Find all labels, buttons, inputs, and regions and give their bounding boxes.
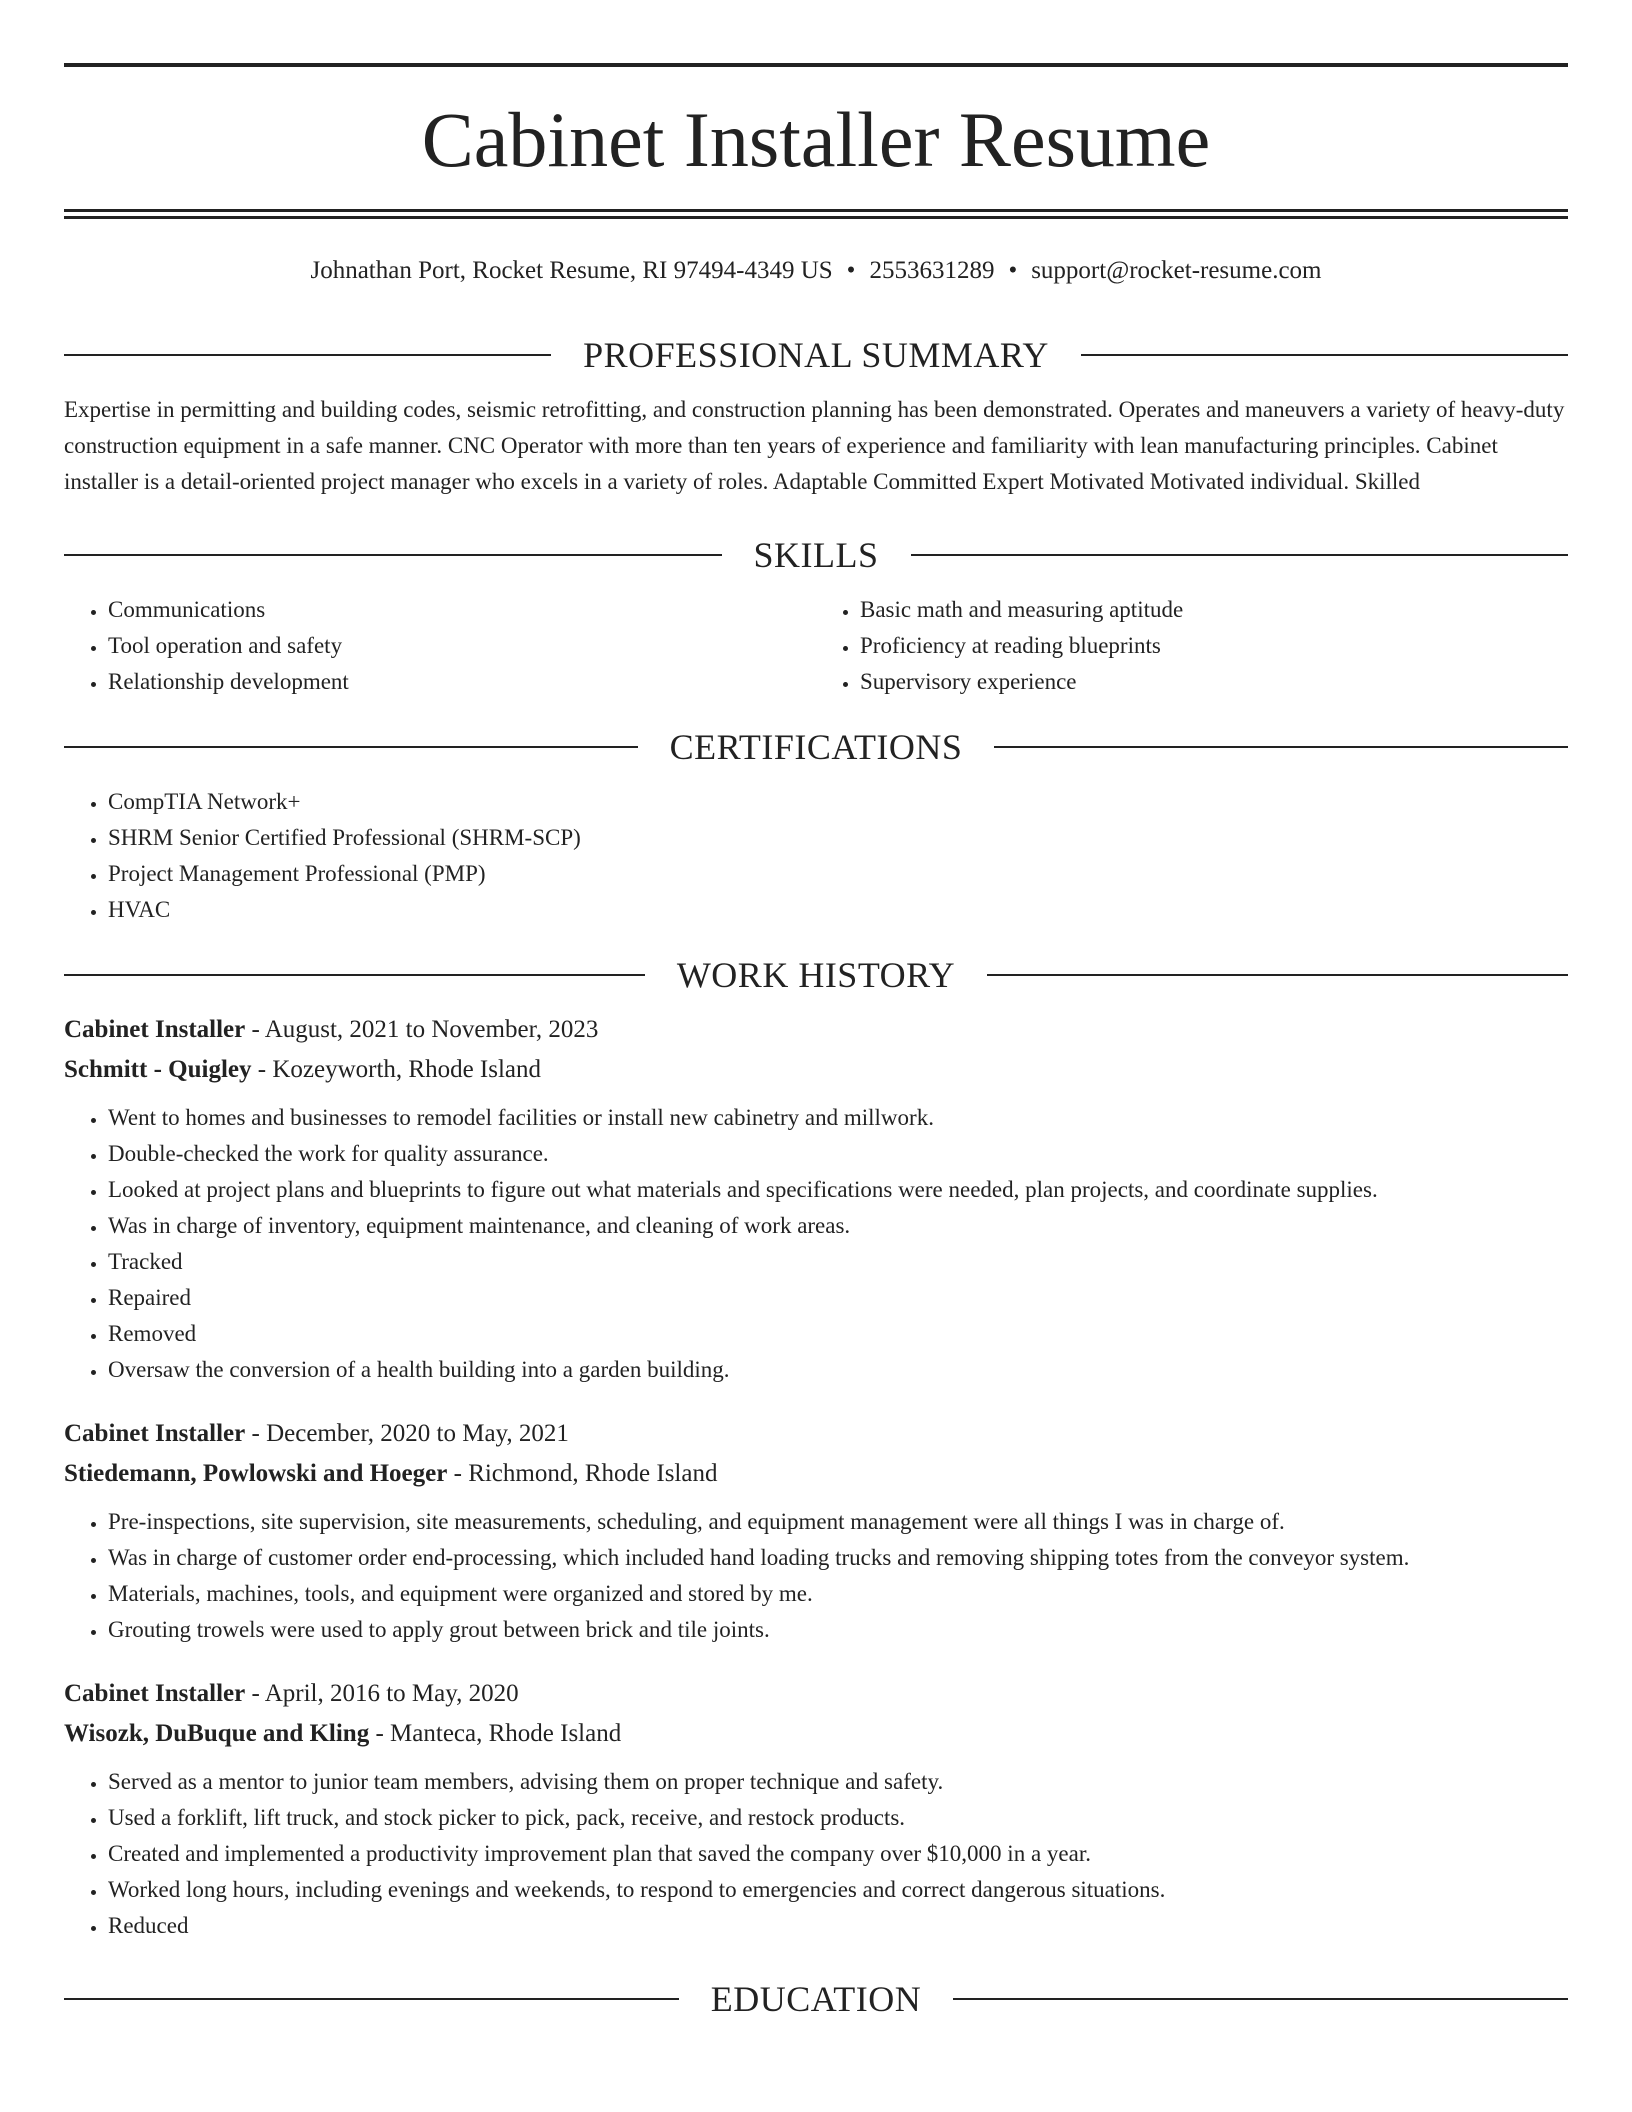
skills-list [64,592,1568,700]
skill-item: • Relationship development [108,664,816,700]
heading-rule [953,1998,1568,2000]
education-heading-label: EDUCATION [710,1979,922,2019]
summary-heading [64,330,1568,380]
job-bullet: • Repaired [108,1280,1568,1316]
job-dates: December, 2020 to May, 2021 [266,1420,569,1447]
job-bullet: • Served as a mentor to junior team members, advising them on proper technique and safety. [108,1764,1568,1800]
certifications-heading-label: CERTIFICATIONS [669,727,963,767]
job-bullets [64,1764,1568,1944]
job-dash: - [447,1460,469,1487]
resume-content [64,330,1568,2024]
contact-separator: • [1008,257,1018,284]
job-dash: - [245,1016,265,1043]
job-bullet: • Used a forklift, lift truck, and stock picker to pick, pack, receive, and restock products. [108,1800,1568,1836]
summary-heading-label: PROFESSIONAL SUMMARY [583,335,1049,375]
job-bullet: • Went to homes and businesses to remodel facilities or install new cabinetry and millwork. [108,1100,1568,1136]
contact-separator: • [846,257,856,284]
job-entry [64,1010,1568,1388]
job-dates: August, 2021 to November, 2023 [264,1016,599,1043]
job-company: Stiedemann, Powlowski and Hoeger [64,1460,448,1487]
heading-rule [64,554,722,556]
skills-heading-label: SKILLS [753,535,879,575]
job-title-line [64,1674,1568,1714]
job-bullet: • Created and implemented a productivity improvement plan that saved the company over $10,000 in a year. [108,1836,1568,1872]
job-title-line [64,1414,1568,1454]
job-dash: - [369,1720,391,1747]
job-bullet: • Tracked [108,1244,1568,1280]
job-title: Cabinet Installer [64,1420,246,1447]
skill-item: • Communications [108,592,816,628]
certifications-heading [64,722,1568,772]
job-company: Wisozk, DuBuque and Kling [64,1720,370,1747]
job-location: Richmond, Rhode Island [468,1460,718,1487]
job-bullets [64,1100,1568,1388]
job-dash: - [245,1680,265,1707]
heading-rule [64,974,645,976]
job-bullet: • Was in charge of inventory, equipment maintenance, and cleaning of work areas. [108,1208,1568,1244]
job-entry [64,1674,1568,1944]
certifications-list [64,784,1568,928]
heading-rule [64,746,638,748]
job-bullet: • Oversaw the conversion of a health building into a garden building. [108,1352,1568,1388]
job-dash: - [251,1056,273,1083]
contact-address: Johnathan Port, Rocket Resume, RI 97494-4349 US [310,257,833,284]
job-bullet: • Reduced [108,1908,1568,1944]
job-title-line [64,1010,1568,1050]
job-company-line [64,1050,1568,1090]
job-bullet: • Was in charge of customer order end-processing, which included hand loading trucks and removing shipping totes from the conveyor system. [108,1540,1568,1576]
header-bottom-rule-2 [64,216,1568,219]
skills-column-left [64,592,816,700]
job-bullet: • Grouting trowels were used to apply grout between brick and tile joints. [108,1612,1568,1648]
skills-heading [64,530,1568,580]
page-title: Cabinet Installer Resume [421,96,1211,183]
job-bullet: • Removed [108,1316,1568,1352]
heading-rule [1081,354,1568,356]
job-bullet: • Double-checked the work for quality assurance. [108,1136,1568,1172]
work-history-heading [64,950,1568,1000]
job-company-line [64,1714,1568,1754]
heading-rule [64,354,551,356]
job-dates: April, 2016 to May, 2020 [264,1680,519,1707]
job-location: Kozeyworth, Rhode Island [272,1056,542,1083]
job-title: Cabinet Installer [64,1016,246,1043]
heading-rule [994,746,1568,748]
job-company: Schmitt - Quigley [64,1056,252,1083]
job-bullet: • Looked at project plans and blueprints to figure out what materials and specifications were needed, plan projects, and coordinate supplies. [108,1172,1568,1208]
contact-line [64,253,1568,289]
summary-text: Expertise in permitting and building codes, seismic retrofitting, and construction planning has been demonstrated. Operates and maneuvers a variety of heavy-duty construction equipment in a safe manner. CNC Operator with more than ten years of experience and familiarity with lean manufacturing principles. Cabinet installer is a detail-oriented project manager who excels in a variety of roles. Adaptable Committed Expert Motivated Motivated individual. Skilled [64,397,1565,494]
certification-item: • SHRM Senior Certified Professional (SHRM-SCP) [108,820,1568,856]
certification-item: • Project Management Professional (PMP) [108,856,1568,892]
header-top-rule [64,63,1568,67]
job-bullet: • Materials, machines, tools, and equipment were organized and stored by me. [108,1576,1568,1612]
skill-item: • Tool operation and safety [108,628,816,664]
job-bullets [64,1504,1568,1648]
job-bullet: • Pre-inspections, site supervision, site measurements, scheduling, and equipment management were all things I was in charge of. [108,1504,1568,1540]
certification-item: • HVAC [108,892,1568,928]
job-dash: - [245,1420,267,1447]
job-company-line [64,1454,1568,1494]
skill-item: • Supervisory experience [860,664,1568,700]
contact-email: support@rocket-resume.com [1031,257,1322,284]
skills-column-right [816,592,1568,700]
certification-item: • CompTIA Network+ [108,784,1568,820]
skill-item: • Basic math and measuring aptitude [860,592,1568,628]
heading-rule [64,1998,679,2000]
job-entry [64,1414,1568,1648]
heading-rule [911,554,1569,556]
education-heading [64,1974,1568,2024]
skill-item: • Proficiency at reading blueprints [860,628,1568,664]
header-bottom-rule [64,209,1568,212]
heading-rule [987,974,1568,976]
job-title: Cabinet Installer [64,1680,246,1707]
job-location: Manteca, Rhode Island [390,1720,622,1747]
work-history-heading-label: WORK HISTORY [676,955,956,995]
contact-phone: 2553631289 [869,257,995,284]
job-bullet: • Worked long hours, including evenings and weekends, to respond to emergencies and correct dangerous situations. [108,1872,1568,1908]
